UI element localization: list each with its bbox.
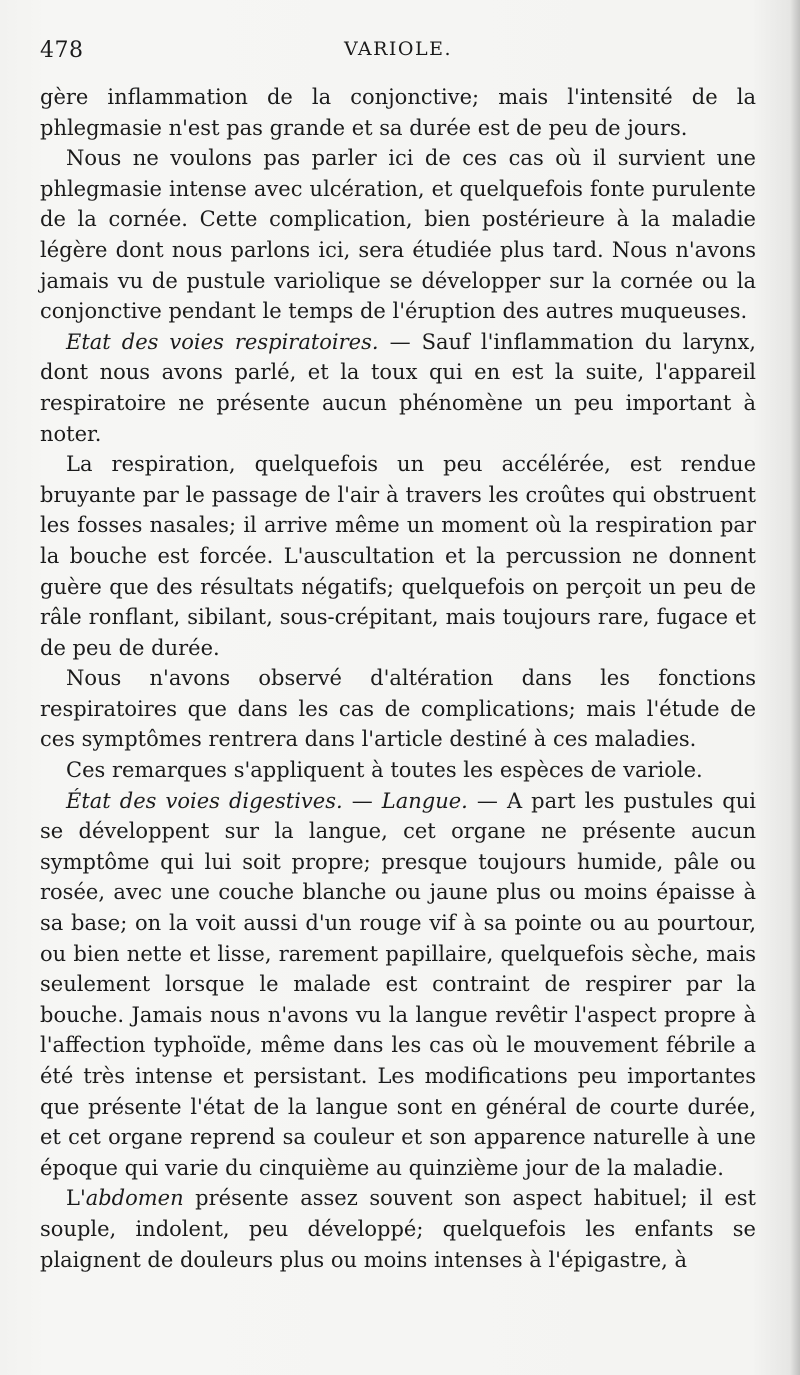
paragraph-continuation	[40, 82, 756, 143]
paragraph-text: — A part les pustules qui se développent sur la langue, cet organe ne présente aucun symptôme qui lui soit propre; presque toujours humide, pâle ou rosée, avec une couche blanche ou jaune plus ou moins épaisse à sa base; on la voit aussi d'un rouge vif à sa pointe ou au pourtour, ou bien nette et lisse, rarement papillaire, quelquefois sèche, mais seulement lorsque le malade est contraint de respirer par la bouche. Jamais nous n'avons vu la langue revêtir l'aspect propre à l'affection typhoïde, même dans les cas où le mouvement fébrile a été très intense et persistant. Les modifications peu importantes que présente l'état de la langue sont en général de courte durée, et cet organe reprend sa couleur et son apparence naturelle à une époque qui varie du cinquième au quinzième jour de la maladie.	[40, 788, 756, 1180]
paragraph-remarks	[40, 755, 756, 786]
paragraph-text: Nous ne voulons pas parler ici de ces cas où il survient une phlegmasie intense avec ulcération, et quelquefois fonte purulente de la cornée. Cette complication, bien postérieure à la maladie légère dont nous parlons ici, sera étudiée plus tard. Nous n'avons jamais vu de pustule variolique se développer sur la cornée ou la conjonctive pendant le temps de l'éruption des autres muqueuses.	[40, 146, 756, 324]
section-heading-digestive: État des voies digestives.	[66, 788, 343, 813]
page-number: 478	[40, 38, 84, 63]
subsection-heading-tongue: Langue.	[381, 788, 468, 813]
paragraph-complications	[40, 663, 756, 755]
paragraph-text: — Sauf l'inflammation du larynx, dont nous avons parlé, et la toux qui en est la suite, l'appareil respiratoire ne présente aucun phénomène un peu important à noter.	[40, 329, 756, 446]
running-head	[40, 38, 756, 68]
section-heading-respiratory: Etat des voies respiratoires.	[66, 329, 379, 354]
paragraph-respiration	[40, 449, 756, 663]
running-title: VARIOLE.	[343, 38, 453, 60]
paragraph-text: gère inflammation de la conjonctive; mais l'intensité de la phlegmasie n'est pas grande et sa durée est de peu de jours.	[40, 85, 756, 140]
paragraph-text: Nous n'avons observé d'altération dans les fonctions respiratoires que dans les cas de complications; mais l'étude de ces symptômes rentrera dans l'article destiné à ces maladies.	[40, 666, 756, 752]
paragraph-text: Ces remarques s'appliquent à toutes les espèces de variole.	[66, 758, 703, 783]
paragraph-respiratory-heading	[40, 327, 756, 449]
paragraph-abdomen	[40, 1183, 756, 1275]
paragraph-text: présente assez souvent son aspect habituel; il est souple, indolent, peu développé; quelquefois les enfants se plaignent de douleurs plus ou moins intenses à l'épigastre, à	[40, 1186, 756, 1272]
heading-dash: —	[342, 788, 382, 813]
paragraph-lead: L'	[66, 1186, 86, 1211]
paragraph-cornea	[40, 143, 756, 327]
body-text	[40, 82, 756, 1275]
term-abdomen: abdomen	[85, 1186, 184, 1211]
paragraph-text: La respiration, quelquefois un peu accélérée, est rendue bruyante par le passage de l'air à travers les croûtes qui obstruent les fosses nasales; il arrive même un moment où la respiration par la bouche est forcée. L'auscultation et la percussion ne donnent guère que des résultats négatifs; quelquefois on perçoit un peu de râle ronflant, sibilant, sous-crépitant, mais toujours rare, fugace et de peu de durée.	[40, 452, 756, 660]
paragraph-digestive-heading	[40, 786, 756, 1184]
